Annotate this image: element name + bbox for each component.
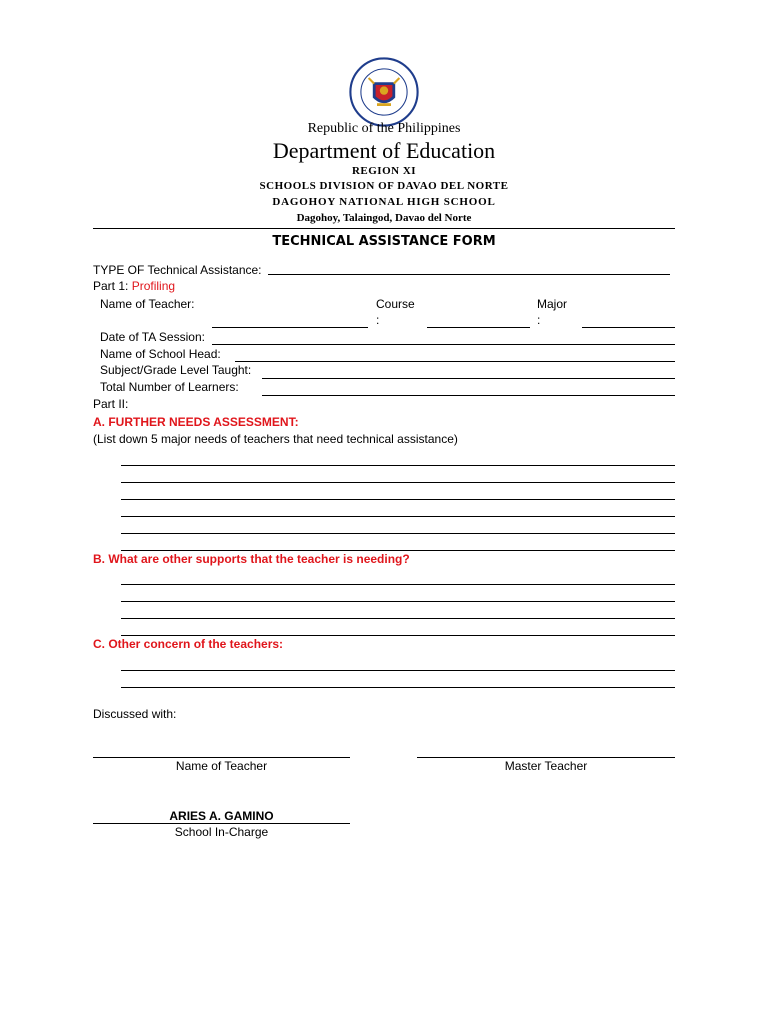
concern-line[interactable] <box>121 670 675 671</box>
subject-field-line[interactable] <box>262 378 675 379</box>
needs-line[interactable] <box>121 499 675 500</box>
department-title: Department of Education <box>272 138 496 163</box>
supports-line[interactable] <box>121 618 675 619</box>
teacher-name-field-line[interactable] <box>212 327 368 328</box>
type-field-line[interactable] <box>268 274 670 275</box>
discussed-with-label: Discussed with: <box>93 707 177 721</box>
in-charge-caption: School In-Charge <box>174 825 269 839</box>
needs-line[interactable] <box>121 550 675 551</box>
section-c-title: C. Other concern of the teachers: <box>93 637 284 651</box>
major-label: Major <box>537 297 568 311</box>
master-teacher-caption: Master Teacher <box>504 759 588 773</box>
supports-line[interactable] <box>121 601 675 602</box>
major-colon: : <box>537 313 541 327</box>
needs-line[interactable] <box>121 465 675 466</box>
section-a-note: (List down 5 major needs of teachers that need technical assistance) <box>93 432 458 446</box>
needs-line[interactable] <box>121 533 675 534</box>
republic-line: Republic of the Philippines <box>307 121 461 136</box>
type-label: TYPE OF Technical Assistance: <box>93 263 262 277</box>
region-line: REGION XI <box>351 165 417 177</box>
in-charge-signature-line[interactable] <box>93 823 350 824</box>
in-charge-name: ARIES A. GAMINO <box>169 809 274 823</box>
teacher-signature-caption: Name of Teacher <box>175 759 268 773</box>
school-address: Dagohoy, Talaingod, Davao del Norte <box>296 212 472 224</box>
master-teacher-signature-line[interactable] <box>417 757 675 758</box>
form-title: TECHNICAL ASSISTANCE FORM <box>272 234 496 249</box>
total-learners-label: Total Number of Learners: <box>100 380 239 394</box>
section-a-title: A. FURTHER NEEDS ASSESSMENT: <box>93 415 299 429</box>
school-name: DAGOHOY NATIONAL HIGH SCHOOL <box>272 196 496 208</box>
school-head-field-line[interactable] <box>235 361 675 362</box>
header-divider <box>93 228 675 229</box>
part1-heading <box>93 279 175 293</box>
division-line: SCHOOLS DIVISION OF DAVAO DEL NORTE <box>259 180 509 192</box>
major-field-line[interactable] <box>582 327 675 328</box>
course-colon: : <box>376 313 380 327</box>
part1-label: Part 1: <box>93 279 129 293</box>
learners-field-line[interactable] <box>262 395 675 396</box>
course-label: Course <box>376 297 415 311</box>
needs-line[interactable] <box>121 516 675 517</box>
date-field-line[interactable] <box>212 344 675 345</box>
name-of-teacher-label: Name of Teacher: <box>100 297 195 311</box>
date-of-ta-label: Date of TA Session: <box>100 330 205 344</box>
section-b-title: B. What are other supports that the teacher is needing? <box>93 552 410 566</box>
supports-line[interactable] <box>121 635 675 636</box>
subject-grade-label: Subject/Grade Level Taught: <box>100 363 252 377</box>
deped-seal-icon <box>349 57 419 127</box>
needs-line[interactable] <box>121 482 675 483</box>
concern-line[interactable] <box>121 687 675 688</box>
course-field-line[interactable] <box>427 327 530 328</box>
part2-label: Part II: <box>93 397 129 411</box>
part1-title: Profiling <box>131 279 176 293</box>
supports-line[interactable] <box>121 584 675 585</box>
teacher-signature-line[interactable] <box>93 757 350 758</box>
school-head-label: Name of School Head: <box>100 347 221 361</box>
